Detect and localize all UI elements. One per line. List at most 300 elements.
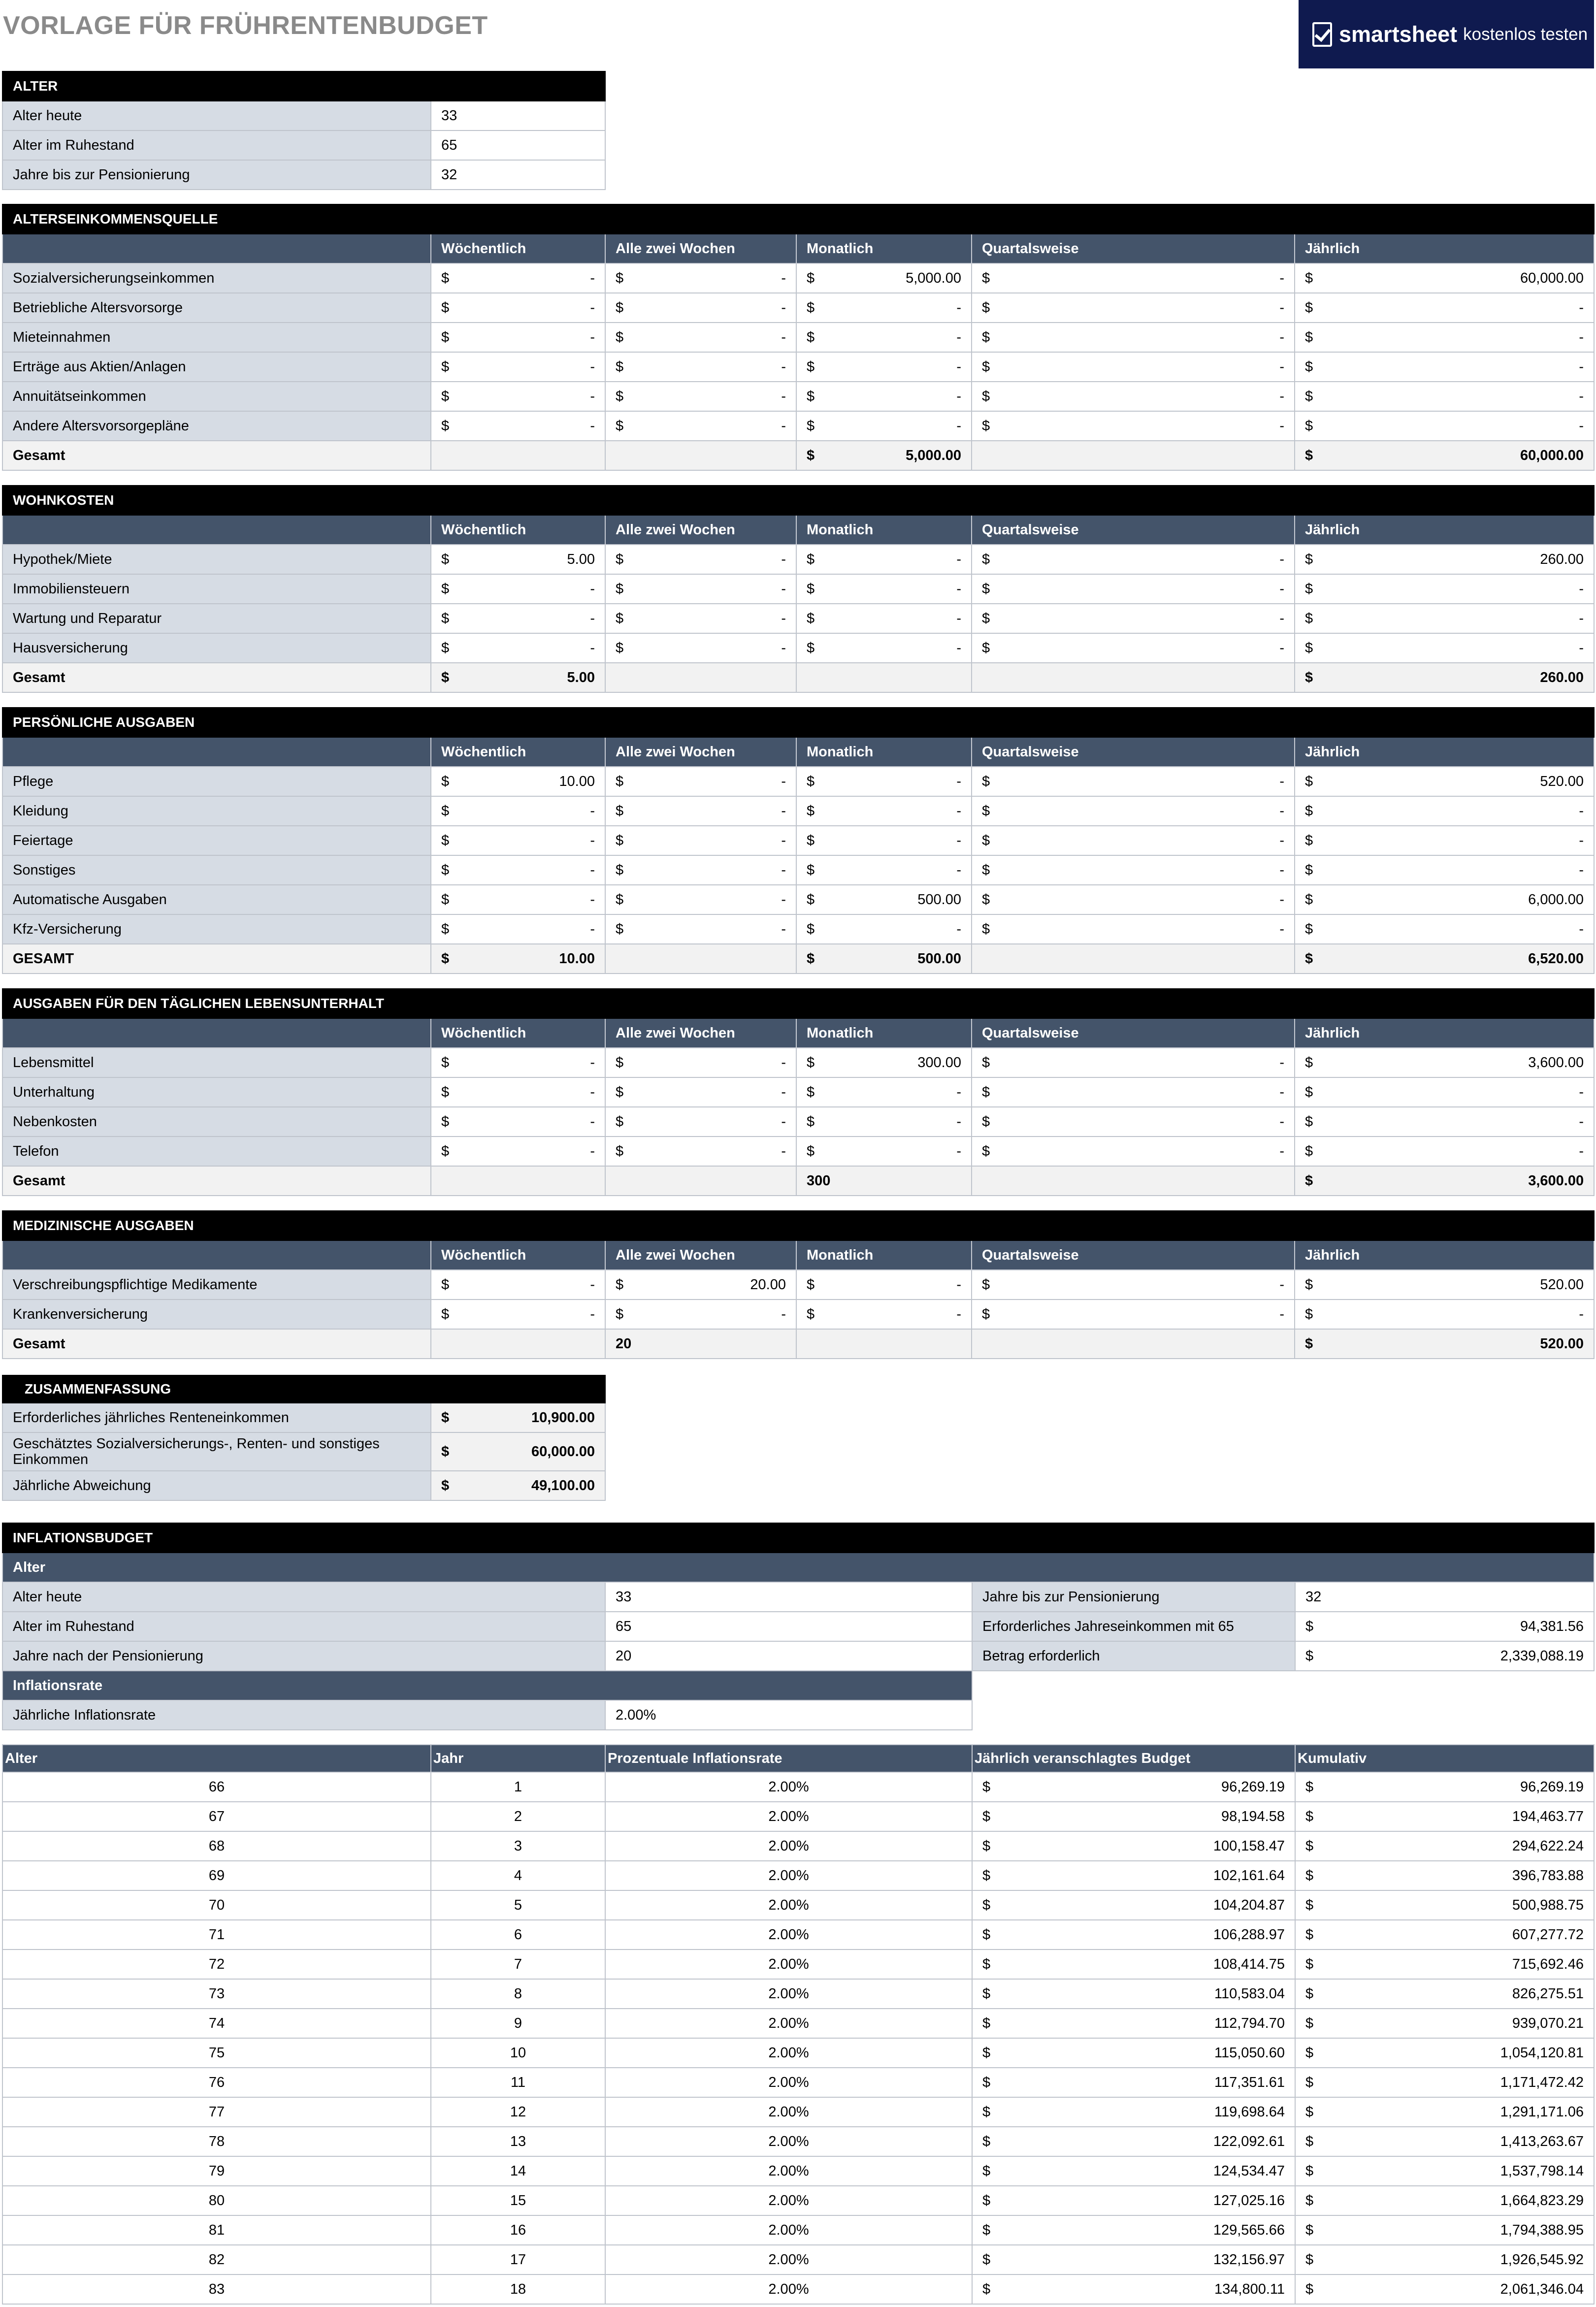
amount-input-cell[interactable] [796, 796, 972, 826]
amount: - [956, 773, 961, 789]
alter-table [2, 71, 606, 190]
amount: 3,600.00 [1528, 1054, 1584, 1071]
amount-input-cell[interactable] [1295, 1270, 1594, 1300]
persoenlich-row [2, 826, 1594, 855]
currency-symbol: $ [1305, 1335, 1313, 1352]
projection-year: 18 [431, 2275, 605, 2304]
currency-symbol: $ [1305, 891, 1313, 908]
total-amount: 6,520.00 [1528, 950, 1584, 967]
amount-input-cell[interactable] [796, 855, 972, 885]
currency-symbol: $ [441, 1477, 450, 1494]
alter-value-cell[interactable]: 65 [431, 130, 605, 160]
amount: - [1279, 358, 1284, 375]
amount-input-cell[interactable] [605, 293, 796, 323]
inflation-left-value[interactable]: 33 [605, 1582, 972, 1612]
amount: 1,794,388.95 [1500, 2222, 1584, 2238]
summary-label: Erforderliches jährliches Renteneinkommen [2, 1403, 431, 1432]
currency-symbol: $ [441, 669, 450, 685]
projection-rate: 2.00% [605, 2097, 972, 2127]
amount: 132,156.97 [1213, 2251, 1285, 2268]
amount-input-cell[interactable] [431, 411, 605, 441]
amount-input-cell[interactable] [796, 1107, 972, 1137]
projection-cumulative [1295, 1979, 1594, 2009]
amount-input-cell[interactable] [431, 1107, 605, 1137]
currency-symbol: $ [1305, 1897, 1314, 1913]
amount-input-cell[interactable] [796, 826, 972, 855]
taeglich-row [2, 1048, 1594, 1077]
currency-symbol: $ [441, 773, 450, 789]
wohnkosten-row-label: Wartung und Reparatur [2, 604, 431, 633]
taeglich-total-row [2, 1166, 1594, 1196]
amount: 194,463.77 [1512, 1808, 1584, 1824]
total-amount-cell [605, 663, 796, 692]
amount-input-cell[interactable] [1295, 574, 1594, 604]
amount-input-cell[interactable] [605, 323, 796, 352]
total-amount: 520.00 [1540, 1335, 1584, 1352]
column-header: Quartalsweise [972, 515, 1295, 545]
currency-symbol: $ [1305, 270, 1313, 286]
amount-input-cell[interactable] [972, 1137, 1295, 1166]
amount-input-cell[interactable] [605, 1137, 796, 1166]
total-amount-cell [1295, 441, 1594, 470]
amount-input-cell[interactable] [1295, 293, 1594, 323]
amount: - [1579, 299, 1584, 316]
projection-age: 81 [2, 2215, 431, 2245]
amount: - [1579, 921, 1584, 937]
currency-symbol: $ [982, 2192, 991, 2209]
amount-input-cell[interactable] [431, 604, 605, 633]
medizinisch-row-label: Verschreibungspflichtige Medikamente [2, 1270, 431, 1300]
amount-input-cell[interactable] [972, 545, 1295, 574]
amount-input-cell[interactable] [1295, 604, 1594, 633]
amount: 49,100.00 [531, 1477, 595, 1494]
amount-input-cell[interactable] [431, 914, 605, 944]
amount-input-cell[interactable] [431, 545, 605, 574]
amount-input-cell[interactable] [431, 767, 605, 796]
einkommen-total-label: Gesamt [2, 441, 431, 470]
currency-symbol: $ [616, 862, 624, 878]
currency-symbol: $ [1305, 669, 1313, 685]
amount-input-cell[interactable] [605, 1300, 796, 1329]
column-header: Quartalsweise [972, 1018, 1295, 1048]
einkommen-row-label: Betriebliche Altersvorsorge [2, 293, 431, 323]
amount: - [781, 329, 786, 345]
currency-symbol: $ [982, 551, 990, 567]
wohnkosten-row [2, 574, 1594, 604]
einkommen-row-label: Mieteinnahmen [2, 323, 431, 352]
amount-input-cell[interactable] [972, 1077, 1295, 1107]
amount: - [781, 640, 786, 656]
amount: - [1579, 329, 1584, 345]
amount-input-cell[interactable] [972, 767, 1295, 796]
amount-input-cell[interactable] [1295, 263, 1594, 293]
amount-input-cell[interactable] [972, 574, 1295, 604]
amount: - [956, 1143, 961, 1159]
inflation-right-value[interactable] [1295, 1612, 1594, 1641]
amount-input-cell[interactable] [796, 885, 972, 914]
total-amount: 10.00 [559, 950, 595, 967]
inflation-table [2, 1523, 1595, 1730]
projection-budget [972, 1920, 1295, 1950]
currency-symbol: $ [441, 1084, 450, 1100]
amount-input-cell[interactable] [605, 914, 796, 944]
amount-input-cell[interactable] [431, 1137, 605, 1166]
medizinisch-section-title: MEDIZINISCHE AUSGABEN [2, 1211, 1594, 1240]
amount: - [1579, 803, 1584, 819]
currency-symbol: $ [1305, 773, 1313, 789]
amount-input-cell[interactable] [431, 1077, 605, 1107]
currency-symbol: $ [1305, 2192, 1314, 2209]
amount-input-cell[interactable] [431, 885, 605, 914]
currency-symbol: $ [982, 358, 990, 375]
amount: - [1579, 418, 1584, 434]
projection-year: 6 [431, 1920, 605, 1950]
amount-input-cell[interactable] [605, 796, 796, 826]
total-amount-cell [431, 944, 605, 974]
currency-symbol: $ [807, 803, 815, 819]
amount-input-cell[interactable] [796, 323, 972, 352]
amount-input-cell[interactable] [1295, 323, 1594, 352]
amount-input-cell[interactable] [605, 263, 796, 293]
projection-year: 2 [431, 1802, 605, 1831]
amount-input-cell[interactable] [605, 545, 796, 574]
currency-symbol: $ [441, 610, 450, 626]
currency-symbol: $ [441, 551, 450, 567]
amount: 1,537,798.14 [1500, 2163, 1584, 2179]
amount-input-cell[interactable] [796, 263, 972, 293]
column-header: Monatlich [796, 1018, 972, 1048]
amount: - [1279, 1306, 1284, 1322]
amount: 2,339,088.19 [1500, 1648, 1584, 1664]
inflation-section-title: INFLATIONSBUDGET [2, 1523, 1594, 1553]
currency-symbol: $ [1305, 2133, 1314, 2149]
currency-symbol: $ [982, 418, 990, 434]
amount: - [781, 418, 786, 434]
amount-input-cell[interactable] [1295, 914, 1594, 944]
amount: - [956, 299, 961, 316]
currency-symbol: $ [441, 1443, 450, 1460]
amount-input-cell[interactable] [796, 1270, 972, 1300]
projection-budget [972, 2068, 1295, 2097]
column-header: Alle zwei Wochen [605, 1240, 796, 1270]
amount-input-cell[interactable] [605, 826, 796, 855]
currency-symbol: $ [616, 1276, 624, 1293]
amount-input-cell[interactable] [605, 855, 796, 885]
amount-input-cell[interactable] [431, 796, 605, 826]
currency-symbol: $ [1305, 1306, 1313, 1322]
amount: - [956, 581, 961, 597]
projection-row [2, 2215, 1594, 2245]
amount-input-cell[interactable] [605, 1048, 796, 1077]
column-header: Wöchentlich [431, 515, 605, 545]
currency-symbol: $ [616, 358, 624, 375]
amount-input-cell[interactable] [796, 352, 972, 382]
currency-symbol: $ [441, 832, 450, 848]
total-amount-cell [431, 1329, 605, 1359]
amount-input-cell[interactable] [972, 885, 1295, 914]
logo-cta: kostenlos testen [1463, 24, 1588, 44]
currency-symbol: $ [807, 388, 815, 404]
alter-row [2, 130, 605, 160]
amount-input-cell[interactable] [605, 352, 796, 382]
amount-input-cell[interactable] [605, 885, 796, 914]
projection-row [2, 1890, 1594, 1920]
currency-symbol: $ [807, 299, 815, 316]
taeglich-row-label: Lebensmittel [2, 1048, 431, 1077]
amount-input-cell[interactable] [972, 604, 1295, 633]
currency-symbol: $ [982, 1956, 991, 1972]
amount: - [1279, 551, 1284, 567]
inflation-rate-label: Jährliche Inflationsrate [2, 1700, 605, 1730]
amount-input-cell[interactable] [431, 352, 605, 382]
currency-symbol: $ [982, 773, 990, 789]
amount: 108,414.75 [1213, 1956, 1285, 1972]
amount-input-cell[interactable] [605, 1107, 796, 1137]
amount-input-cell[interactable] [796, 604, 972, 633]
amount-input-cell[interactable] [431, 1300, 605, 1329]
amount-input-cell[interactable] [972, 293, 1295, 323]
amount-input-cell[interactable] [796, 1048, 972, 1077]
inflation-left-value[interactable]: 65 [605, 1612, 972, 1641]
alter-value-cell[interactable]: 32 [431, 160, 605, 190]
amount-input-cell[interactable] [972, 796, 1295, 826]
amount: - [590, 581, 595, 597]
projection-rate: 2.00% [605, 1920, 972, 1950]
amount-input-cell[interactable] [796, 545, 972, 574]
currency-symbol: $ [1305, 447, 1313, 463]
amount-input-cell[interactable] [796, 574, 972, 604]
amount: - [1279, 832, 1284, 848]
amount-input-cell[interactable] [972, 633, 1295, 663]
total-amount: 60,000.00 [1520, 447, 1584, 463]
currency-symbol: $ [441, 581, 450, 597]
amount: - [590, 1143, 595, 1159]
amount-input-cell[interactable] [972, 914, 1295, 944]
amount-input-cell[interactable] [1295, 1137, 1594, 1166]
summary-row [2, 1471, 605, 1500]
inflation-left-label: Alter heute [2, 1582, 605, 1612]
amount: - [781, 1054, 786, 1071]
smartsheet-logo-button[interactable] [1299, 0, 1594, 68]
amount-input-cell[interactable] [972, 1048, 1295, 1077]
inflation-left-value[interactable]: 20 [605, 1641, 972, 1671]
alter-row [2, 101, 605, 130]
amount-input-cell[interactable] [431, 323, 605, 352]
amount: - [590, 921, 595, 937]
amount-input-cell[interactable] [431, 855, 605, 885]
persoenlich-row [2, 796, 1594, 826]
wohnkosten-total-label: Gesamt [2, 663, 431, 692]
currency-symbol: $ [982, 891, 990, 908]
alter-value-cell[interactable]: 33 [431, 101, 605, 130]
amount: 500,988.75 [1512, 1897, 1584, 1913]
amount-input-cell[interactable] [972, 855, 1295, 885]
amount-input-cell[interactable] [605, 604, 796, 633]
amount-input-cell[interactable] [1295, 796, 1594, 826]
projection-rate: 2.00% [605, 2068, 972, 2097]
amount-input-cell[interactable] [1295, 352, 1594, 382]
currency-symbol: $ [441, 640, 450, 656]
inflation-right-value[interactable] [1295, 1641, 1594, 1671]
currency-symbol: $ [982, 2045, 991, 2061]
amount-input-cell[interactable] [431, 382, 605, 411]
amount: - [590, 418, 595, 434]
total-amount-cell [796, 1329, 972, 1359]
persoenlich-row-label: Feiertage [2, 826, 431, 855]
total-amount-cell [972, 944, 1295, 974]
currency-symbol: $ [1305, 2163, 1314, 2179]
amount-input-cell[interactable] [796, 914, 972, 944]
projection-row [2, 2245, 1594, 2275]
currency-symbol: $ [807, 832, 815, 848]
amount-input-cell[interactable] [431, 826, 605, 855]
amount: - [590, 862, 595, 878]
inflation-rate-header: Inflationsrate [2, 1671, 972, 1700]
amount-input-cell[interactable] [605, 382, 796, 411]
amount-input-cell[interactable] [972, 323, 1295, 352]
amount-input-cell[interactable] [972, 1270, 1295, 1300]
projection-age: 75 [2, 2038, 431, 2068]
total-amount-cell [605, 441, 796, 470]
amount: - [1279, 891, 1284, 908]
amount-input-cell[interactable] [796, 1300, 972, 1329]
persoenlich-section-title: PERSÖNLICHE AUSGABEN [2, 708, 1594, 737]
amount-input-cell[interactable] [1295, 767, 1594, 796]
einkommen-row [2, 263, 1594, 293]
currency-symbol: $ [807, 358, 815, 375]
einkommen-row-label: Andere Altersvorsorgepläne [2, 411, 431, 441]
amount-input-cell[interactable] [431, 574, 605, 604]
wohnkosten-row-label: Hypothek/Miete [2, 545, 431, 574]
amount-input-cell[interactable] [1295, 826, 1594, 855]
amount-input-cell[interactable] [796, 382, 972, 411]
currency-symbol: $ [441, 388, 450, 404]
currency-symbol: $ [1305, 1985, 1314, 2002]
amount-input-cell[interactable] [972, 411, 1295, 441]
currency-symbol: $ [616, 803, 624, 819]
projection-rate: 2.00% [605, 1861, 972, 1890]
medizinisch-table [2, 1210, 1595, 1359]
amount: - [781, 862, 786, 878]
currency-symbol: $ [616, 418, 624, 434]
amount-input-cell[interactable] [972, 352, 1295, 382]
currency-symbol: $ [982, 1113, 990, 1130]
amount: 115,050.60 [1214, 2045, 1285, 2061]
amount-input-cell[interactable] [605, 633, 796, 663]
amount-input-cell[interactable] [972, 1107, 1295, 1137]
projection-budget [972, 1890, 1295, 1920]
amount-input-cell[interactable] [796, 1077, 972, 1107]
amount: 112,794.70 [1214, 2015, 1285, 2031]
inflation-right-label: Betrag erforderlich [972, 1641, 1295, 1671]
projection-rate: 2.00% [605, 1950, 972, 1979]
currency-symbol: $ [807, 270, 815, 286]
amount-input-cell[interactable] [605, 574, 796, 604]
currency-symbol: $ [1305, 1113, 1313, 1130]
amount-input-cell[interactable] [431, 293, 605, 323]
currency-symbol: $ [616, 270, 624, 286]
column-header: Alle zwei Wochen [605, 234, 796, 263]
amount: - [590, 803, 595, 819]
amount-input-cell[interactable] [605, 411, 796, 441]
projection-row [2, 1950, 1594, 1979]
projection-row [2, 2097, 1594, 2127]
amount-input-cell[interactable] [1295, 1048, 1594, 1077]
amount-input-cell[interactable] [796, 1137, 972, 1166]
amount-input-cell[interactable] [1295, 633, 1594, 663]
amount-input-cell[interactable] [605, 767, 796, 796]
inflation-rate-value[interactable]: 2.00% [605, 1700, 972, 1730]
amount: - [781, 299, 786, 316]
currency-symbol: $ [982, 299, 990, 316]
amount-input-cell[interactable] [972, 382, 1295, 411]
amount-input-cell[interactable] [1295, 1107, 1594, 1137]
amount-input-cell[interactable] [431, 1048, 605, 1077]
projection-row [2, 2156, 1594, 2186]
currency-symbol: $ [982, 1779, 991, 1795]
inflation-right-value[interactable]: 32 [1295, 1582, 1594, 1612]
amount: - [1279, 1143, 1284, 1159]
summary-row [2, 1403, 605, 1432]
projection-age: 72 [2, 1950, 431, 1979]
amount-input-cell[interactable] [605, 1077, 796, 1107]
amount-input-cell[interactable] [972, 1300, 1295, 1329]
amount: - [956, 1113, 961, 1130]
einkommen-row-label: Annuitätseinkommen [2, 382, 431, 411]
amount-input-cell[interactable] [1295, 1077, 1594, 1107]
amount-input-cell[interactable] [796, 633, 972, 663]
projection-row [2, 2186, 1594, 2215]
currency-symbol: $ [807, 1143, 815, 1159]
amount-input-cell[interactable] [972, 263, 1295, 293]
currency-symbol: $ [807, 1113, 815, 1130]
amount-input-cell[interactable] [796, 293, 972, 323]
amount-input-cell[interactable] [1295, 885, 1594, 914]
amount-input-cell[interactable] [796, 767, 972, 796]
inflation-left-label: Jahre nach der Pensionierung [2, 1641, 605, 1671]
currency-symbol: $ [616, 299, 624, 316]
column-header: Monatlich [796, 234, 972, 263]
projection-year: 3 [431, 1831, 605, 1861]
currency-symbol: $ [807, 329, 815, 345]
amount-input-cell[interactable] [1295, 411, 1594, 441]
projection-age: 73 [2, 1979, 431, 2009]
amount-input-cell[interactable] [972, 826, 1295, 855]
projection-year: 16 [431, 2215, 605, 2245]
amount-input-cell[interactable] [796, 411, 972, 441]
total-amount-cell [1295, 1329, 1594, 1359]
amount: 110,583.04 [1214, 1985, 1285, 2002]
amount-input-cell[interactable] [1295, 1300, 1594, 1329]
amount-input-cell[interactable] [431, 633, 605, 663]
amount: - [1279, 418, 1284, 434]
amount: 10.00 [559, 773, 595, 789]
amount-input-cell[interactable] [605, 1270, 796, 1300]
currency-symbol: $ [441, 891, 450, 908]
currency-symbol: $ [616, 1143, 624, 1159]
amount-input-cell[interactable] [1295, 382, 1594, 411]
currency-symbol: $ [1305, 358, 1313, 375]
amount-input-cell[interactable] [431, 263, 605, 293]
currency-symbol: $ [982, 2015, 991, 2031]
column-header: Monatlich [796, 737, 972, 767]
amount-input-cell[interactable] [1295, 545, 1594, 574]
currency-symbol: $ [441, 862, 450, 878]
amount-input-cell[interactable] [1295, 855, 1594, 885]
amount: - [956, 418, 961, 434]
amount-input-cell[interactable] [431, 1270, 605, 1300]
currency-symbol: $ [982, 2104, 991, 2120]
